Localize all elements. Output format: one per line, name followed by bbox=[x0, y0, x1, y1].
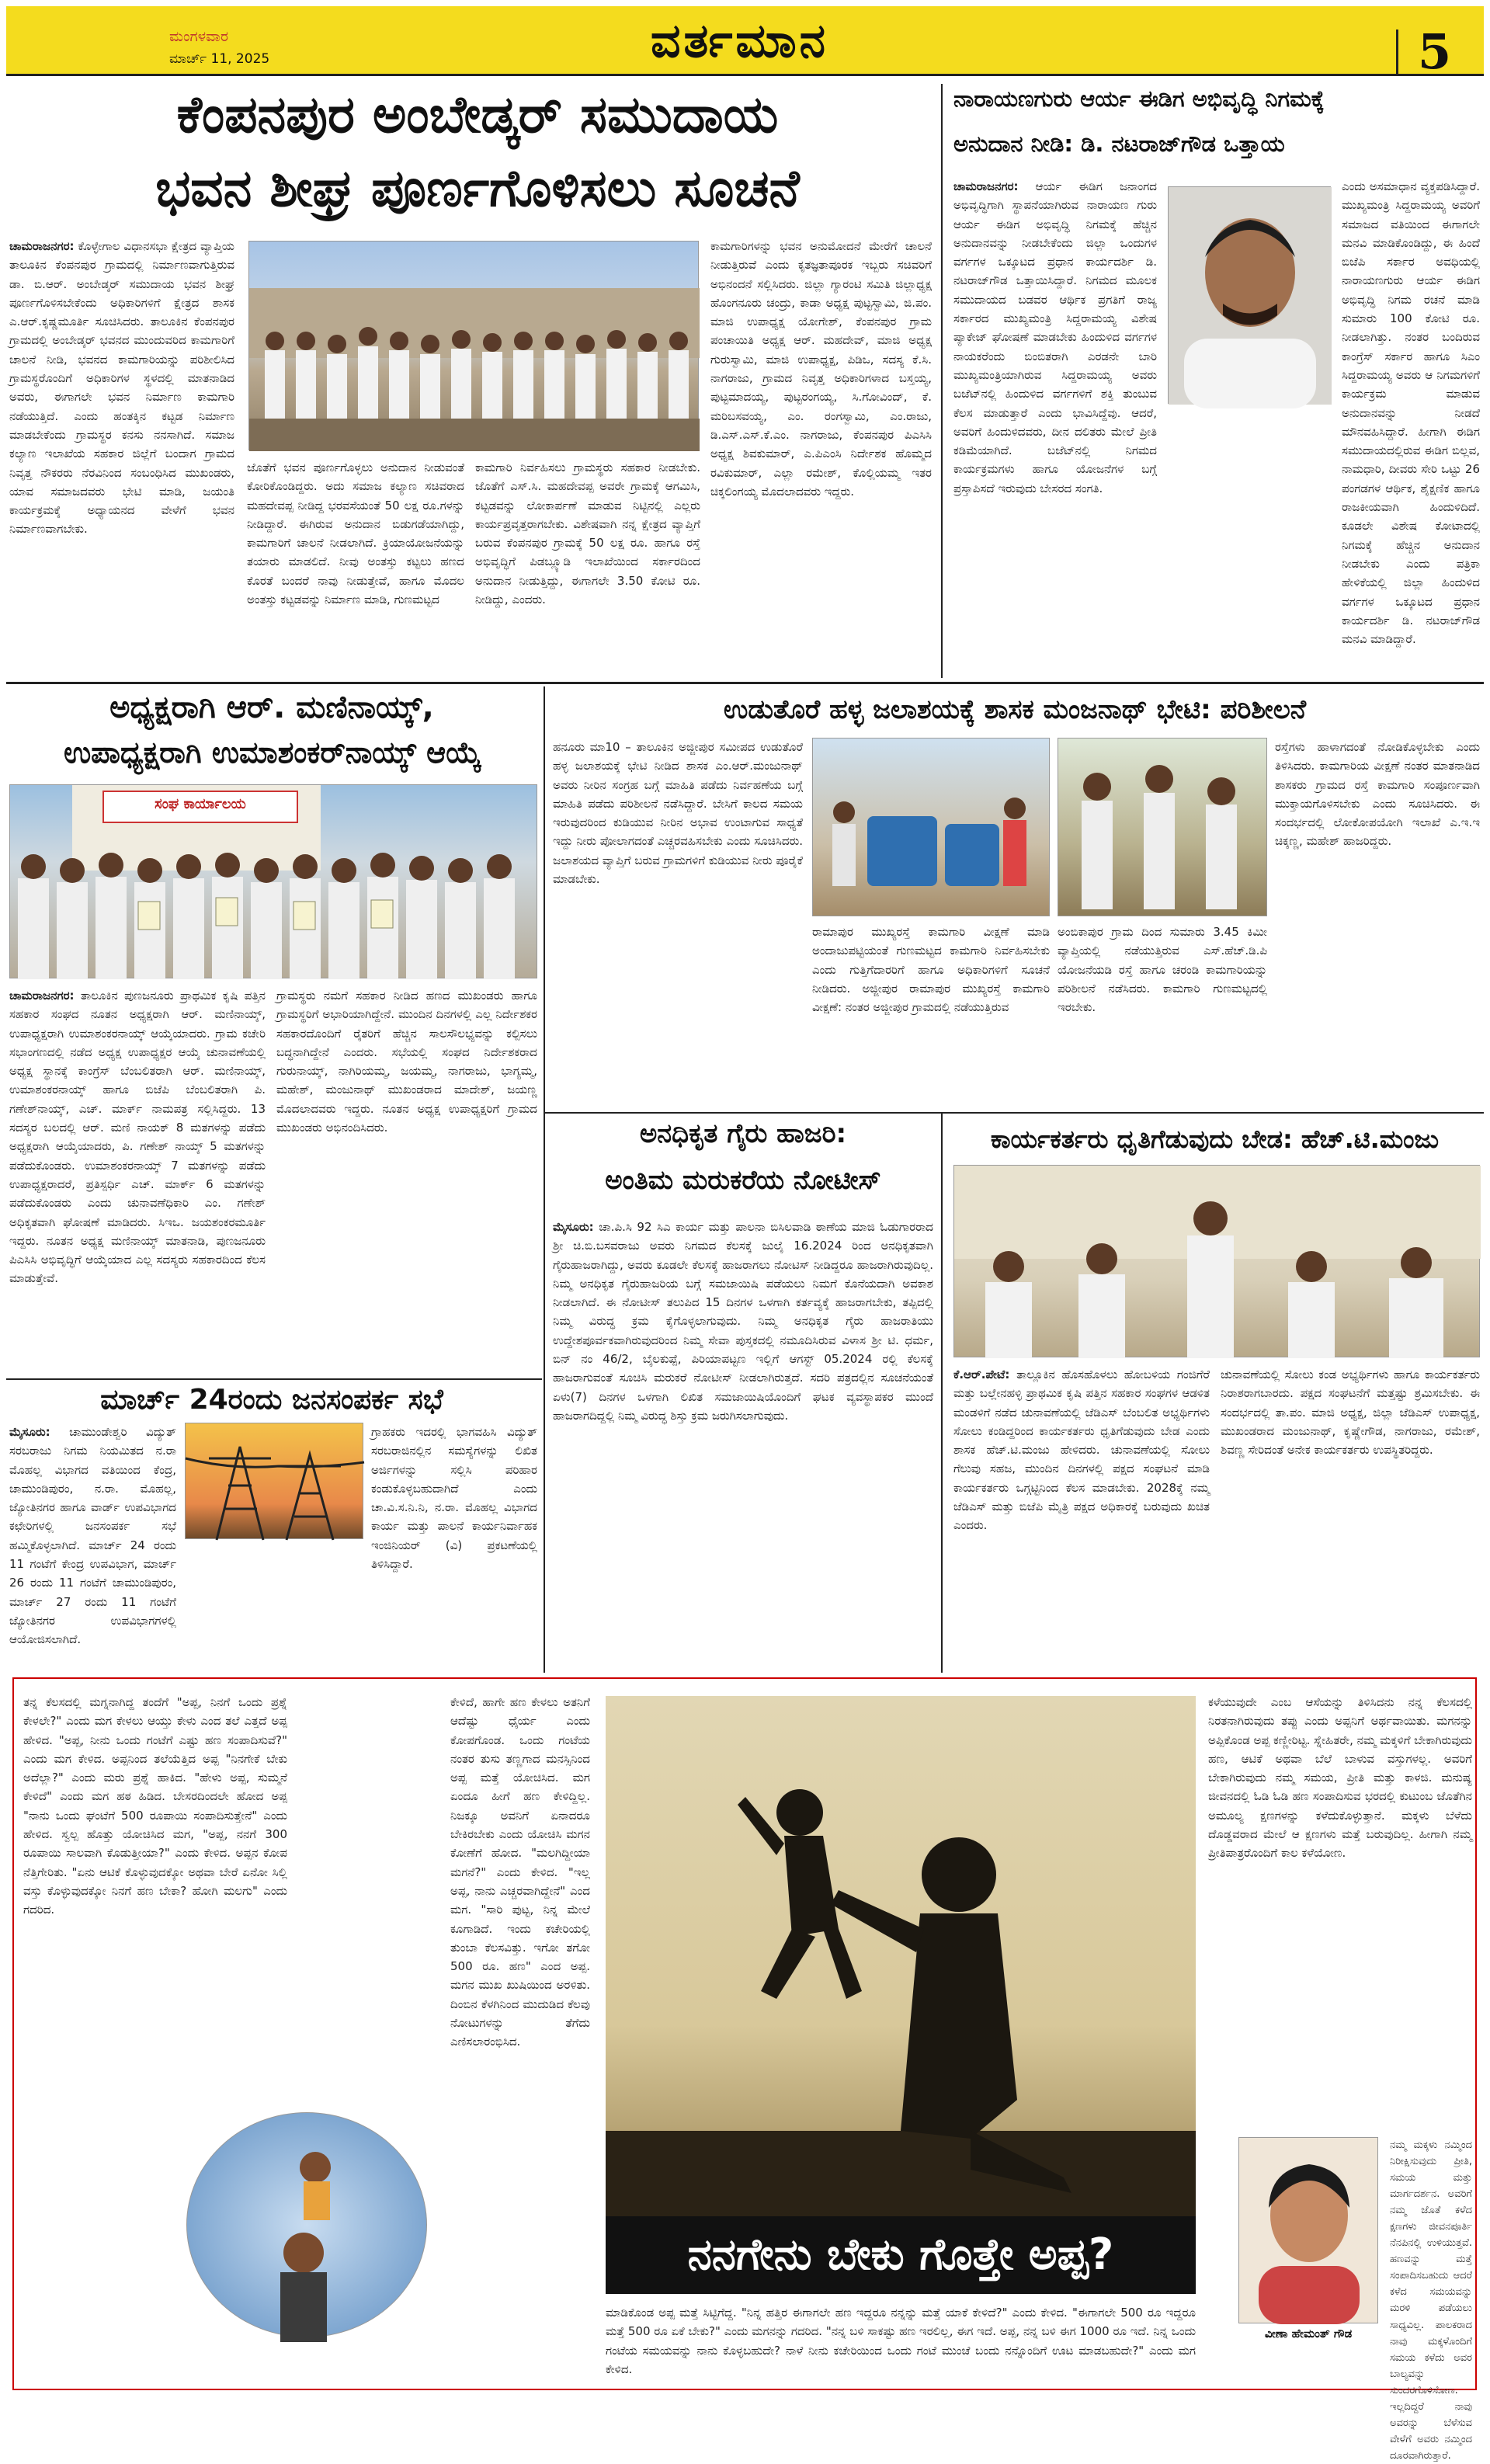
story4-photo-water-tanks bbox=[812, 738, 1050, 916]
feature-col2: ಕೇಳಿದೆ, ಹಾಗೇ ಹಣ ಕೇಳಲು ಅತನಿಗೆ ಆದೆಷ್ಟು ಧೈರ್ಯ ಎಂದು ಕೋಪಗೊಂಡ. ಒಂದು ಗಂಟೆಯ ನಂತರ ತುಸು ತಣ್ಣಗಾದ ಮನಸ್ಸಿನಿಂದ ಅಪ್ಪ ಮತ್ತೆ ಯೋಚಿಸಿದ. ಮಗ ಏಂದೂ ಹೀಗೆ ಹಣ ಕೇಳಿದ್ದಿಲ್ಲ. ನಿಜಕ್ಕೂ ಅವನಿಗೆ ಏನಾದರೂ ಬೇಕಿರಬೇಕು ಎಂದು ಯೋಚಿಸಿ ಮಗನ ಕೋಣೆಗೆ ಹೋದ. "ಮಲಗಿದ್ದೀಯಾ ಮಗನೆ?" ಎಂದು ಕೇಳಿದ. "ಇಲ್ಲ ಅಪ್ಪ, ನಾನು ಎಚ್ಚರವಾಗಿದ್ದೇನೆ" ಎಂದ ಮಗ. "ಸಾರಿ ಪುಟ್ಟ, ನಿನ್ನ ಮೇಲೆ ಕೂಗಾಡಿದೆ. ಇಂದು ಕಚೇರಿಯಲ್ಲಿ ತುಂಬಾ ಕೆಲಸವಿತ್ತು. ಇಗೋ ತಗೋ 500 ರೂ. ಹಣ" ಎಂದ ಅಪ್ಪ. ಮಗನ ಮುಖ ಖುಷಿಯಿಂದ ಅರಳಿತು. ದಿಂಬಿನ ಕೆಳಗಿನಿಂದ ಮುದುಡಿದ ಕೆಲವು ನೋಟುಗಳನ್ನು ತೆಗೆದು ಎಣಿಸಲಾರಂಭಿಸಿದ. bbox=[450, 1695, 590, 2049]
story1-col1-text: ಕೊಳ್ಳೇಗಾಲ ವಿಧಾನಸಭಾ ಕ್ಷೇತ್ರದ ವ್ಯಾಪ್ತಿಯ ತಾಲೂಕಿನ ಕೆಂಪನಪುರ ಗ್ರಾಮದಲ್ಲಿ ನಿರ್ಮಾಣವಾಗುತ್ತಿರುವ ಡಾ. ಬಿ.ಆರ್. ಅಂಬೇಡ್ಕರ್ ಸಮುದಾಯ ಭವನ ಶೀಘ್ರ ಪೂರ್ಣಗೊಳಿಸಬೇಕೆಂದು ಅಧಿಕಾರಿಗಳಿಗೆ ಕ್ಷೇತ್ರದ ಶಾಸಕ ಎ.ಆರ್.ಕೃಷ್ಣಮೂರ್ತಿ ಸೂಚಿಸಿದರು. ತಾಲೂಕಿನ ಕೆಂಪನಪುರ ಗ್ರಾಮದಲ್ಲಿ ಅಂಬೇಡ್ಕರ್ ಭವನದ ಮುಂದುವರಿದ ಕಾಮಗಾರಿಗೆ ಚಾಲನೆ ನೀಡಿ, ಭವನದ ಕಾಮಗಾರಿಯನ್ನು ಪರಿಶೀಲಿಸಿದ ಗ್ರಾಮಸ್ಥರೊಂದಿಗೆ ಅಧಿಕಾರಿಗಳ ಸ್ಥಳದಲ್ಲಿ ಮಾತನಾಡಿದ ಅವರು, ಈಗಾಗಲೇ ಭವನ ನಿರ್ಮಾಣ ಕಾಮಗಾರಿ ನಡೆಯುತ್ತಿದೆ. ಎಂದು ಹಂತಕ್ಕಿನ ಕಟ್ಟಡ ನಿರ್ಮಾಣ ಮಾಡಬೇಕೆಂದು ಗ್ರಾಮಸ್ಥರ ಕನಸು ನನಸಾಗಿದೆ. ಸಮಾಜ ಕಲ್ಯಾಣ ಇಲಾಖೆಯ ಸಹಕಾರ ಜಿಲ್ಲೆಗೆ ಬಂದಾಗ ಗ್ರಾಮದ ನಿವೃತ್ತ ನೌಕರರು ನೆರವಿನಿಂದ ಸಂಬಂಧಿಸಿದ ಮುಖಂಡರು, ಯಾವ ಸಮಾಜದವರು ಭೇಟಿ ಮಾಡಿ, ಜಯಂತಿ ಕಾರ್ಯಕ್ರಮಕ್ಕೆ ಅಧ್ಯಾಯನದ ವೇಳೆಗೆ ಭವನ ನಿರ್ಮಾಣವಾಗಬೇಕು. bbox=[9, 239, 234, 537]
story4-col3: ಅಂಬಿಕಾಪುರ ಗ್ರಾಮ ದಿಂದ ಸುಮಾರು 3.45 ಕಿಮೀ ವ್ಯಾಪ್ತಿಯಲ್ಲಿ ನಡೆಯುತ್ತಿರುವ ಎಸ್.ಹೆಚ್.ಡಿ.ಪಿ ಯೋಜನೆಯಡಿ ರಸ್ತೆ ಹಾಗೂ ಚರಂಡಿ ಕಾಮಗಾರಿಯನ್ನು ಪರಿಶೀಲನೆ ನಡೆಸಿದರು. ಕಾಮಗಾರಿ ಗುಣಮಟ್ಟದಲ್ಲಿ ಇರಬೇಕು. bbox=[1058, 925, 1267, 1015]
story1-col1 bbox=[9, 237, 234, 676]
story3-photo bbox=[9, 784, 537, 978]
meeting-people-illustration bbox=[954, 1166, 1481, 1358]
story6-headline: ಕಾರ್ಯಕರ್ತರು ಧೃತಿಗೆಡುವುದು ಬೇಡ: ಹೆಚ್.ಟಿ.ಮಂಜು bbox=[990, 1124, 1440, 1154]
story4-photo-inspection bbox=[1058, 738, 1267, 916]
feature-title: ನನಗೇನು ಬೇಕು ಗೊತ್ತೇ ಅಪ್ಪ? bbox=[606, 2216, 1196, 2294]
feature-silhouette-photo bbox=[606, 1696, 1196, 2294]
story6-col1 bbox=[953, 1365, 1210, 1672]
group-of-men-illustration bbox=[249, 242, 700, 451]
story2-headline-line2: ಅನುದಾನ ನೀಡಿ: ಡಿ. ನಟರಾಜ್‌ಗೌಡ ಒತ್ತಾಯ bbox=[953, 130, 1285, 157]
story3-col1-text: ತಾಲೂಕಿನ ಪುಣಜನೂರು ಪ್ರಾಥಮಿಕ ಕೃಷಿ ಪತ್ತಿನ ಸಹಕಾರ ಸಂಘದ ನೂತನ ಅಧ್ಯಕ್ಷರಾಗಿ ಆರ್. ಮಣಿನಾಯ್ಕ್, ಉಪಾಧ್ಯಕ್ಷರಾಗಿ ಉಮಾಶಂಕರನಾಯ್ಕ್ ಆಯ್ಕೆಯಾದರು. ಗ್ರಾಮ ಕಚೇರಿ ಸಭಾಂಗಣದಲ್ಲಿ ನಡೆದ ಅಧ್ಯಕ್ಷ ಉಪಾಧ್ಯಕ್ಷರ ಆಯ್ಕೆ ಚುನಾವಣೆಯಲ್ಲಿ ಅಧ್ಯಕ್ಷ ಸ್ಥಾನಕ್ಕೆ ಕಾಂಗ್ರೆಸ್ ಬೆಂಬಲಿತರಾಗಿ ಆರ್. ಮಣಿನಾಯ್ಕ್, ಉಮಾಶಂಕರನಾಯ್ಕ್ ಹಾಗೂ ಬಿಜೆಪಿ ಬೆಂಬಲಿತರಾಗಿ ಪಿ. ಗಣೇಶ್‌ನಾಯ್ಕ್, ಎಚ್. ಮಾರ್ಕ್ ನಾಮಪತ್ರ ಸಲ್ಲಿಸಿದ್ದರು. 13 ಸದಸ್ಯರ ಬಲದಲ್ಲಿ ಆರ್. ಮಣಿ ನಾಯಕ್ 8 ಮತಗಳನ್ನು ಪಡೆದು ಅಧ್ಯಕ್ಷರಾಗಿ ಆಯ್ಕೆಯಾದರು, ಪಿ. ಗಣೇಶ್ ನಾಯ್ಕ್ 5 ಮತಗಳನ್ನು ಪಡೆದುಕೊಂಡರು. ಉಮಾಶಂಕರನಾಯ್ಕ್ 7 ಮತಗಳನ್ನು ಪಡೆದು ಉಪಾಧ್ಯಕ್ಷರಾದರೆ, ಪ್ರತಿಸ್ಪರ್ಧಿ ಎಚ್. ಮಾರ್ಕ್ 6 ಮತಗಳನ್ನು ಪಡೆದುಕೊಂಡರು ಎಂದು ಚುನಾವಣೆಧಿಕಾರಿ ಎಂ. ಗಣೇಶ್ ಅಧಿಕೃತವಾಗಿ ಘೋಷಣೆ ಮಾಡಿದರು. ಸಿಇಒ. ಜಯಶಂಕರಮೂರ್ತಿ ಇದ್ದರು. ನೂತನ ಅಧ್ಯಕ್ಷ ಮಣಿನಾಯ್ಕ್ ಮಾತನಾಡಿ, ಪುಣಜನೂರು ಪಿಎಸಿಸಿ ಅಭಿವೃದ್ಧಿಗೆ ಆಯ್ಕೆಯಾದ ಎಲ್ಲ ಸದಸ್ಯರು ಸಹಕಾರದಿಂದ ಕೆಲಸ ಮಾಡುತ್ತೇವೆ. bbox=[9, 989, 266, 1286]
story1-headline-line1: ಕೆಂಪನಪುರ ಅಂಬೇಡ್ಕರ್ ಸಮುದಾಯ bbox=[176, 85, 779, 144]
group-with-certificates-illustration bbox=[10, 785, 538, 979]
story2-headline-line1: ನಾರಾಯಣಗುರು ಆರ್ಯ ಈಡಿಗ ಅಭಿವೃದ್ಧಿ ನಿಗಮಕ್ಕೆ bbox=[953, 85, 1325, 112]
divider-story3-story7 bbox=[6, 1378, 542, 1380]
feature-col3: ಮಾಡಿಕೊಂಡ ಅಪ್ಪ ಮತ್ತೆ ಸಿಟ್ಟಿಗೆದ್ದ. "ನಿನ್ನ ಹತ್ತಿರ ಈಗಾಗಲೇ ಹಣ ಇದ್ದರೂ ನನ್ನನ್ನು ಮತ್ತೆ ಯಾಕೆ ಕೇಳಿದೆ?" ಎಂದು ಕೇಳಿದ. "ಈಗಾಗಲೇ 500 ರೂ ಇದ್ದರೂ ಮತ್ತೆ 500 ರೂ ಏಕೆ ಬೇಕು?" ಎಂದು ಮಗನನ್ನು ಗದರಿದ. "ನನ್ನ ಬಳಿ ಸಾಕಷ್ಟು ಹಣ ಇರಲಿಲ್ಲ, ಈಗ ಇದೆ. ಅಪ್ಪ, ನನ್ನ ಬಳಿ ಈಗ 1000 ರೂ ಇದೆ. ನಿನ್ನ ಒಂದು ಗಂಟೆಯ ಸಮಯವನ್ನು ನಾನು ಕೊಳ್ಳಬಹುದೇ? ನಾಳೆ ನೀನು ಕಚೇರಿಯಿಂದ ಒಂದು ಗಂಟೆ ಮುಂಚೆ ಬಂದು ನನ್ನೊಂದಿಗೆ ಊಟ ಮಾಡಬಹುದೇ?" ಎಂದು ಮಗ ಕೇಳಿದ. bbox=[606, 2306, 1196, 2376]
story4-headline: ಉಡುತೊರೆ ಹಳ್ಳ ಜಲಾಶಯಕ್ಕೆ ಶಾಸಕ ಮಂಜನಾಥ್ ಭೇಟಿ: ಪರಿಶೀಲನೆ bbox=[723, 694, 1307, 725]
story7-col2: ಗ್ರಾಹಕರು ಇದರಲ್ಲಿ ಭಾಗವಹಿಸಿ ವಿದ್ಯುತ್ ಸರಬರಾಜಿನಲ್ಲಿನ ಸಮಸ್ಯೆಗಳನ್ನು ಲಿಖಿತ ಅರ್ಜಿಗಳನ್ನು ಸಲ್ಲಿಸಿ ಪರಿಹಾರ ಕಂಡುಕೊಳ್ಳಬಹುದಾಗಿದೆ ಎಂದು ಚಾ.ವಿ.ಸ.ನಿ.ನಿ, ನ.ರಾ. ಮೊಹಲ್ಲ ವಿಭಾಗದ ಕಾರ್ಯ ಮತ್ತು ಪಾಲನೆ ಕಾರ್ಯನಿರ್ವಾಹಕ ಇಂಜಿನಿಯರ್ (ವಿ) ಪ್ರಕಟಣೆಯಲ್ಲಿ ತಿಳಿಸಿದ್ದಾರೆ. bbox=[371, 1425, 537, 1572]
story2-portrait-photo bbox=[1168, 186, 1331, 404]
power-tower-icon bbox=[186, 1423, 364, 1540]
author-name: ವೀಣಾ ಹೇಮಂತ್ ಗೌಡ bbox=[1264, 2327, 1353, 2341]
newspaper-name: ವರ್ತಮಾನ bbox=[651, 14, 828, 68]
story1-dateline: ಚಾಮರಾಜನಗರ: bbox=[9, 239, 75, 253]
divider-story5-story6 bbox=[941, 1114, 943, 1673]
man-portrait-illustration bbox=[1169, 187, 1332, 405]
story2-col1 bbox=[953, 177, 1157, 676]
story7-col1-text: ಚಾಮುಂಡೇಶ್ವರಿ ವಿದ್ಯುತ್ ಸರಬರಾಜು ನಿಗಮ ನಿಯಮಿತದ ನ.ರಾ ಮೊಹಲ್ಲ ವಿಭಾಗದ ವತಿಯಿಂದ ಕೆಂದ್ರ, ಚಾಮುಂಡಿಪುರಂ, ನ.ರಾ. ಮೊಹಲ್ಲ, ಜ್ಯೋತಿನಗರ ಹಾಗೂ ವಾರ್ಡ್ ಉಪವಿಭಾಗದ ಕಛೇರಿಗಳಲ್ಲಿ ಜನಸಂಪರ್ಕ ಸಭೆ ಹಮ್ಮಿಕೊಳ್ಳಲಾಗಿದೆ. ಮಾರ್ಚ್ 24 ರಂದು 11 ಗಂಟೆಗೆ ಕೇಂದ್ರ ಉಪವಿಭಾಗ, ಮಾರ್ಚ್ 26 ರಂದು 11 ಗಂಟೆಗೆ ಚಾಮುಂಡಿಪುರಂ, ಮಾರ್ಚ್ 27 ರಂದು 11 ಗಂಟೆಗೆ ಜ್ಯೋತಿನಗರ ಉಪವಿಭಾಗಗಳಲ್ಲಿ ಆಯೋಜಿಸಲಾಗಿದೆ. bbox=[9, 1425, 176, 1647]
story5-dateline: ಮೈಸೂರು: bbox=[553, 1220, 594, 1234]
author-photo bbox=[1238, 2137, 1378, 2323]
feature-col5: ನಮ್ಮ ಮಕ್ಕಳು ನಮ್ಮಿಂದ ನಿರೀಕ್ಷಿಸುವುದು ಪ್ರೀತಿ, ಸಮಯ ಮತ್ತು ಮಾರ್ಗದರ್ಶನ. ಅವರಿಗೆ ನಮ್ಮ ಜೊತೆ ಕಳೆದ ಕ್ಷಣಗಳು ಜೀವನಪೂರ್ತಿ ನೆನಪಿನಲ್ಲಿ ಉಳಿಯುತ್ತವೆ. ಹಣವನ್ನು ಮತ್ತೆ ಸಂಪಾದಿಸಬಹುದು ಆದರೆ ಕಳೆದ ಸಮಯವನ್ನು ಮರಳಿ ಪಡೆಯಲು ಸಾಧ್ಯವಿಲ್ಲ. ಪಾಲಕರಾದ ನಾವು ಮಕ್ಕಳೊಂದಿಗೆ ಸಮಯ ಕಳೆದು ಅವರ ಬಾಲ್ಯವನ್ನು ಸುಂದರಗೊಳಿಸೋಣ. ಇಲ್ಲದಿದ್ದರೆ ನಾವು ಅವರನ್ನು ಬೆಳೆಸುವ ವೇಳೆಗೆ ಅವರು ನಮ್ಮಿಂದ ದೂರವಾಗಿರುತ್ತಾರೆ. bbox=[1390, 2139, 1472, 2462]
story3-col1 bbox=[9, 986, 266, 1374]
divider-story1-story2 bbox=[941, 84, 943, 678]
story2-dateline: ಚಾಮರಾಜನಗರ: bbox=[953, 179, 1019, 193]
page-number: 5 bbox=[1418, 23, 1452, 80]
masthead-day: ಮಂಗಳವಾರ bbox=[169, 28, 229, 45]
story3-headline-line2: ಉಪಾಧ್ಯಕ್ಷರಾಗಿ ಉಮಾಶಂಕರ್‌ನಾಯ್ಕ್ ಆಯ್ಕೆ bbox=[63, 735, 482, 770]
story5-body bbox=[553, 1218, 933, 1672]
story3-dateline: ಚಾಮರಾಜನಗರ: bbox=[9, 989, 75, 1003]
divider-story4 bbox=[545, 1112, 1484, 1114]
story6-col1-text: ತಾಲ್ಲೂಕಿನ ಹೊಸಹೊಳಲು ಹೋಬಳಿಯ ಗಂಜಿಗೆರೆ ಮತ್ತು ಬಲ್ಲೇನಹಳ್ಳಿ ಪ್ರಾಥಮಿಕ ಕೃಷಿ ಪತ್ತಿನ ಸಹಕಾರ ಸಂಘಗಳ ಆಡಳಿತ ಮಂಡಳಿಗೆ ನಡೆದ ಚುನಾವಣೆಯಲ್ಲಿ ಜೆಡಿಎಸ್ ಬೆಂಬಲಿತ ಅಭ್ಯರ್ಥಿಗಳು ಸೋಲು ಕಂಡಿದ್ದರಿಂದ ಕಾರ್ಯಕರ್ತರು ಧೃತಿಗೆಡುವುದು ಬೇಡ ಎಂದು ಶಾಸಕ ಹೆಚ್.ಟಿ.ಮಂಜು ಹೇಳಿದರು. ಚುನಾವಣೆಯಲ್ಲಿ ಸೋಲು ಗೆಲುವು ಸಹಜ, ಮುಂದಿನ ದಿನಗಳಲ್ಲಿ ಪಕ್ಷದ ಸಂಘಟನೆ ಮಾಡಿ ಕಾರ್ಯಕರ್ತರು ಒಗ್ಗಟ್ಟಿನಿಂದ ಕೆಲಸ ಮಾಡಬೇಕು. 2028ಕ್ಕೆ ನಮ್ಮ ಜೆಡಿಎಸ್ ಮತ್ತು ಬಿಜೆಪಿ ಮೈತ್ರಿ ಪಕ್ಷದ ಅಧಿಕಾರಕ್ಕೆ ಬರುವುದು ಖಚಿತ ಎಂದರು. bbox=[953, 1368, 1210, 1533]
story3-headline-line1: ಅಧ್ಯಕ್ಷರಾಗಿ ಆರ್. ಮಣಿನಾಯ್ಕ್, bbox=[109, 690, 434, 725]
story3-photo-sign: ಸಂಘ ಕಾರ್ಯಾಲಯ bbox=[155, 796, 246, 812]
workers-with-tanks-illustration bbox=[813, 739, 1051, 917]
story6-dateline: ಕೆ.ಆರ್.ಪೇಟೆ: bbox=[953, 1368, 1010, 1381]
divider-left-right bbox=[544, 686, 545, 1673]
story7-headline: ಮಾರ್ಚ್ 24ರಂದು ಜನಸಂಪರ್ಕ ಸಭೆ bbox=[100, 1384, 443, 1416]
story2-col2: ಎಂದು ಅಸಮಾಧಾನ ವ್ಯಕ್ತಪಡಿಸಿದ್ದಾರೆ. ಮುಖ್ಯಮಂತ್ರಿ ಸಿದ್ದರಾಮಯ್ಯ ಅವರಿಗೆ ಸಮಾಜದ ವತಿಯಿಂದ ಈಗಾಗಲೇ ಮನವಿ ಮಾಡಿಕೊಂಡಿದ್ದು, ಈ ಹಿಂದೆ ಬಿಜೆಪಿ ಸರ್ಕಾರ ಅವಧಿಯಲ್ಲಿ ನಾರಾಯಣಗುರು ಆರ್ಯ ಈಡಿಗ ಅಭಿವೃದ್ಧಿ ನಿಗಮ ರಚನೆ ಮಾಡಿ ಸುಮಾರು 100 ಕೋಟಿ ರೂ. ನೀಡಲಾಗಿತ್ತು. ನಂತರ ಬಂದಿರುವ ಕಾಂಗ್ರೆಸ್ ಸರ್ಕಾರ ಹಾಗೂ ಸಿಎಂ ಸಿದ್ದರಾಮಯ್ಯ ಅವರು ಆ ನಿಗಮಗಳಿಗೆ ಕಾರ್ಯಕ್ರಮ ಮಾಡುವ ಅನುದಾನವನ್ನು ನೀಡದೆ ಮೌನವಹಿಸಿದ್ದಾರೆ. ಹೀಗಾಗಿ ಈಡಿಗ ಸಮುದಾಯದಲ್ಲಿರುವ ಈಡಿಗ ಬಿಲ್ಲವ, ನಾಮಧಾರಿ, ದೀವರು ಸೇರಿ ಒಟ್ಟು 26 ಪಂಗಡಗಳ ಆರ್ಥಿಕ, ಶೈಕ್ಷಣಿಕ ಹಾಗೂ ರಾಜಕೀಯವಾಗಿ ಹಿಂದುಳಿದಿದೆ. ಕೂಡಲೇ ವಿಶೇಷ ಕೋಟಾದಲ್ಲಿ ನಿಗಮಕ್ಕೆ ಹೆಚ್ಚಿನ ಅನುದಾನ ನೀಡಬೇಕು ಎಂದು ಪತ್ರಿಕಾ ಹೇಳಿಕೆಯಲ್ಲಿ ಜಿಲ್ಲಾ ಹಿಂದುಳಿದ ವರ್ಗಗಳ ಒಕ್ಕೂಟದ ಪ್ರಧಾನ ಕಾರ್ಯದರ್ಶಿ ಡಿ. ನಟರಾಜ್‌ಗೌಡ ಮನವಿ ಮಾಡಿದ್ದಾರೆ. bbox=[1342, 179, 1480, 647]
story4-col2: ರಾಮಾಪುರ ಮುಖ್ಯರಸ್ತೆ ಕಾಮಗಾರಿ ವೀಕ್ಷಣೆ ಮಾಡಿ ಅಂದಾಜುಪಟ್ಟಿಯಂತೆ ಗುಣಮಟ್ಟದ ಕಾಮಗಾರಿ ನಿರ್ವಹಿಸಬೇಕು ಎಂದು ಗುತ್ತಿಗೆದಾರರಿಗೆ ಹಾಗೂ ಅಧಿಕಾರಿಗಳಿಗೆ ಸೂಚನೆ ನೀಡಿದರು. ಅಜ್ಜೀಪುರ ರಾಮಾಪುರ ಮುಖ್ಯರಸ್ತೆ ಕಾಮಗಾರಿ ವೀಕ್ಷಣೆ: ನಂತರ ಅಜ್ಜೀಪುರ ಗ್ರಾಮದಲ್ಲಿ ನಡೆಯುತ್ತಿರುವ bbox=[812, 925, 1050, 1015]
story1-photo bbox=[248, 241, 699, 450]
story2-col1-text: ಆರ್ಯ ಈಡಿಗ ಜನಾಂಗದ ಅಭಿವೃದ್ಧಿಗಾಗಿ ಸ್ಥಾಪನೆಯಾಗಿರುವ ನಾರಾಯಣ ಗುರು ಆರ್ಯ ಈಡಿಗ ಅಭಿವೃದ್ಧಿ ನಿಗಮಕ್ಕೆ ಹೆಚ್ಚಿನ ಅನುದಾನವನ್ನು ನೀಡಬೇಕೆಂದು ಜಿಲ್ಲಾ ಒಂದುಗಳ ವರ್ಗಗಳ ಒಕ್ಕೂಟದ ಪ್ರಧಾನ ಕಾರ್ಯದರ್ಶಿ ಡಿ. ನಟರಾಜ್‌ಗೌಡ ಒತ್ತಾಯಿಸಿದ್ದಾರೆ. ನಿಗಮದ ಮೂಲಕ ಸಮುದಾಯದ ಬಡವರ ಆರ್ಥಿಕ ಪ್ರಗತಿಗೆ ರಾಜ್ಯ ಸರ್ಕಾರದ ಮುಖ್ಯಮಂತ್ರಿ ಸಿದ್ದರಾಮಯ್ಯ ವಿಶೇಷ ಪ್ಯಾಕೇಜ್ ಘೋಷಣೆ ಮಾಡಬೇಕು ಹಿಂದುಳಿದ ವರ್ಗಗಳ ನಾಯಕರೆಂದು ಬಿಂಬಿತರಾಗಿ ಎರಡನೇ ಬಾರಿ ಮುಖ್ಯಮಂತ್ರಿಯಾಗಿರುವ ಸಿದ್ದರಾಮಯ್ಯ ಅವರು ಬಜೆಟ್‌ನಲ್ಲಿ ಹಿಂದುಳಿದ ವರ್ಗಗಳಿಗೆ ಶಕ್ತಿ ತುಂಬುವ ಕೆಲಸ ಮಾಡುತ್ತಾರೆ ಎಂದು ಭಾವಿಸಿದ್ದೆವು. ಆದರೆ, ಅವರಿಗೆ ಹಿಂದುಳಿದವರು, ದೀನ ದಲಿತರು ಮೇಲೆ ಪ್ರೀತಿ ಕಡಿಮೆಯಾಗಿದೆ. ಬಜೆಟ್‌ನಲ್ಲಿ ನಿಗಮದ ಕಾರ್ಯಕ್ರಮಗಳು ಹಾಗೂ ಯೋಜನೆಗಳ ಬಗ್ಗೆ ಪ್ರಸ್ತಾಪಿಸದೆ ಇರುವುದು ಬೇಸರದ ಸಂಗತಿ. bbox=[953, 179, 1157, 495]
story4-col4: ರಸ್ತೆಗಳು ಹಾಳಾಗದಂತೆ ನೋಡಿಕೊಳ್ಳಬೇಕು ಎಂದು ತಿಳಿಸಿದರು. ಕಾಮಗಾರಿಯ ವೀಕ್ಷಣೆ ನಂತರ ಮಾತನಾಡಿದ ಶಾಸಕರು ಗ್ರಾಮದ ರಸ್ತೆ ಕಾಮಗಾರಿ ಸಂಪೂರ್ಣವಾಗಿ ಮುಕ್ತಾಯಗೊಳಿಸಬೇಕು ಎಂದು ಸೂಚಿಸಿದರು. ಈ ಸಂದರ್ಭದಲ್ಲಿ ಲೋಕೋಪಯೋಗಿ ಇಲಾಖೆ ಎ.ಇ.ಇ ಚಿಕ್ಕಣ್ಣ, ಮಹೇಶ್ ಹಾಜರಿದ್ದರು. bbox=[1275, 740, 1480, 849]
story5-headline-line2: ಅಂತಿಮ ಮರುಕರೆಯ ನೋಟೀಸ್ bbox=[605, 1165, 881, 1196]
story7-dateline: ಮೈಸೂರು: bbox=[9, 1425, 50, 1439]
story7-col1 bbox=[9, 1423, 176, 1671]
divider-row1 bbox=[6, 682, 1484, 684]
story5-body-text: ಚಾ.ಪಿ.ಸಿ 92 ಸಿಎ ಕಾರ್ಯ ಮತ್ತು ಪಾಲನಾ ಬಿಸಿಲವಾಡಿ ಠಾಣೆಯ ಮಾಜಿ ಓಡುಗಾರರಾದ ಶ್ರೀ ಚಿ.ಬಿ.ಬಸವರಾಜು ಅವರು ನಿಗಮದ ಕೆಲಸಕ್ಕೆ ಜುಲೈ 16.2024 ರಿಂದ ಅನಧಿಕೃತವಾಗಿ ಗೈರುಹಾಜರಾಗಿದ್ದು, ಅವರು ಕೂಡಲೇ ಕೆಲಸಕ್ಕೆ ಹಾಜರಾಗಲು ನೋಟಿಸ್ ನೀಡಿದ್ದರೂ ಹಾಜರಾಗಿರುವುದಿಲ್ಲ. ನಿಮ್ಮ ಅನಧಿಕೃತ ಗೈರುಹಾಜರಿಯ ಬಗ್ಗೆ ಸಮಜಾಯಿಷಿ ಪಡೆಯಲು ನಿಮಗೆ ಕೊನೆಯದಾಗಿ ಅವಕಾಶ ನೀಡಲಾಗಿದೆ. ಈ ನೋಟೀಸ್ ತಲುಪಿದ 15 ದಿನಗಳ ಒಳಗಾಗಿ ಕರ್ತವ್ಯಕ್ಕೆ ಹಾಜರಾಗಬೇಕು, ತಪ್ಪಿದಲ್ಲಿ ನಿಮ್ಮ ವಿರುದ್ಧ ಕ್ರಮ ಕೈಗೊಳ್ಳಲಾಗುವುದು. ನಿಮ್ಮ ಅನಧಿಕೃತ ಗೈರು ಹಾಜರಾತಿಯು ಉದ್ದೇಶಪೂರ್ವಕವಾಗಿರುವುದರಿಂದ ನಿಮ್ಮ ಸೇವಾ ಪುಸ್ತಕದಲ್ಲಿ ನಮೂದಿಸಿರುವ ವಿಳಾಸ ಶ್ರೀ ಟಿ. ಧರ್ಮ, ಬಿನ್ ನಂ 46/2, ಬೈಲಕುಪ್ಪೆ, ಪಿರಿಯಾಪಟ್ಟಣ ಇಲ್ಲಿಗೆ ಆಗಸ್ಟ್ 05.2024 ರಲ್ಲಿ ಕೆಲಸಕ್ಕೆ ಹಾಜರಾಗುವಂತೆ ಸೂಚಿಸಿ ಮರುಕರೆ ನೋಟೀಸ್ ನೀಡಲಾಗಿರುತ್ತದೆ. ಸದರಿ ಪತ್ರದಲ್ಲಿನ ಸೂಚನೆಯಂತೆ ಏಳು(7) ದಿನಗಳ ಒಳಗಾಗಿ ಲಿಖಿತ ಸಮಜಾಯಿಷಿಯೊಂದಿಗೆ ಘಟಕ ವ್ಯವಸ್ಥಾಪಕರ ಮುಂದೆ ಹಾಜರಾಗದಿದ್ದಲ್ಲಿ ನಿಮ್ಮ ವಿರುದ್ಧ ಶಿಸ್ತು ಕ್ರಮ ಜರುಗಿಸಲಾಗುವುದು. bbox=[553, 1220, 933, 1423]
story1-col4: ಕಾಮಗಾರಿಗಳನ್ನು ಭವನ ಅನುಮೋದನೆ ಮೇರೆಗೆ ಚಾಲನೆ ನೀಡುತ್ತಿರುವೆ ಎಂದು ಕೃತಜ್ಞತಾಪೂರಕ ಇಬ್ಬರು ಸಚಿವರಿಗೆ ಅಭಿನಂದನೆ ಸಲ್ಲಿಸಿದರು. ಜಿಲ್ಲಾ ಗ್ಯಾರಂಟಿ ಸಮಿತಿ ಜಿಲ್ಲಾಧ್ಯಕ್ಷ ಹೊಂಗನೂರು ಚಂದ್ರು, ಕಾಡಾ ಅಧ್ಯಕ್ಷ ಪುಟ್ಟಸ್ವಾಮಿ, ಜಿ.ಪಂ. ಮಾಜಿ ಉಪಾಧ್ಯಕ್ಷ ಯೋಗೇಶ್, ಕೆಂಪನಪುರ ಗ್ರಾಮ ಪಂಚಾಯಿತಿ ಅಧ್ಯಕ್ಷ ಆರ್. ಮಹದೇವ್, ಮಾಜಿ ಅಧ್ಯಕ್ಷ ಗುರುಸ್ವಾಮಿ, ಮಾಜಿ ಉಪಾಧ್ಯಕ್ಷ, ಪಿಡಿಒ, ಸದಸ್ಯ ಕೆ.ಸಿ. ನಾಗರಾಜು, ಗ್ರಾಮದ ನಿವೃತ್ತ ಅಧಿಕಾರಿಗಳಾದ ಬಸ್ತಯ್ಯ, ಪುಟ್ಟಮಾದಯ್ಯ, ಪುಟ್ಟರಂಗಯ್ಯ, ಸಿ.ಗೋವಿಂದ್, ಕೆ. ಮರಿಬಸವಯ್ಯ, ಎಂ. ರಂಗಸ್ವಾಮಿ, ಎಂ.ರಾಜು, ಡಿ.ಎಸ್.ಎಸ್.ಕೆ.ಎಂ. ನಾಗರಾಜು, ಕೆಂಪನಪುರ ಪಿಎಸಿಸಿ ಅಧ್ಯಕ್ಷ ಶಿವಕುಮಾರ್, ಎ.ಪಿಎಂಸಿ ನಿರ್ದೇಶಕ ಹೊಮ್ಮದ ರವಿಕುಮಾರ್, ಎಲ್ಲಾ ರಮೇಶ್, ಕೊಲ್ಲಿಯಮ್ಮ ಇತರ ಚಿಕ್ಕಲಿಂಗಯ್ಯ ಮೊದಲಾದವರು ಇದ್ದರು. bbox=[710, 239, 932, 499]
author-portrait-illustration bbox=[1239, 2138, 1379, 2324]
officials-inspection-illustration bbox=[1058, 739, 1268, 917]
story3-col2: ಗ್ರಾಮಸ್ಥರು ನಮಗೆ ಸಹಕಾರ ನೀಡಿದ ಹಣದ ಮುಖಂಡರು ಹಾಗೂ ಗ್ರಾಮಸ್ಥರಿಗೆ ಅಭಾರಿಯಾಗಿದ್ದೇನೆ. ಮುಂದಿನ ದಿನಗಳಲ್ಲಿ ಎಲ್ಲ ನಿರ್ದೇಶಕರ ಸಹಕಾರದೊಂದಿಗೆ ರೈತರಿಗೆ ಹೆಚ್ಚಿನ ಸಾಲಸೌಲಭ್ಯವನ್ನು ಕಲ್ಪಿಸಲು ಬದ್ಧನಾಗಿದ್ದೇನೆ ಎಂದರು. ಸಭೆಯಲ್ಲಿ ಸಂಘದ ನಿರ್ದೇಶಕರಾದ ಗುರುನಾಯ್ಕ್, ನಾಗಿರಿಯಮ್ಮ, ಜಯಮ್ಮ, ನಾಗರಾಜು, ಭಾಗ್ಯಮ್ಮ, ಮಹೇಶ್, ಮಂಜುನಾಥ್ ಮುಖಂಡರಾದ ಮಾದೇಶ್, ಜಯಣ್ಣ ಮೊದಲಾದವರು ಇದ್ದರು. ನೂತನ ಅಧ್ಯಕ್ಷ ಉಪಾಧ್ಯಕ್ಷರಿಗೆ ಗ್ರಾಮದ ಮುಖಂಡರು ಅಭಿನಂದಿಸಿದರು. bbox=[276, 989, 537, 1135]
story1-col3: ಕಾಮಗಾರಿ ನಿರ್ವಹಿಸಲು ಗ್ರಾಮಸ್ಥರು ಸಹಕಾರ ನೀಡಬೇಕು. ಜೊತೆಗೆ ಎಸ್.ಸಿ. ಮಹದೇವಪ್ಪ ಅವರೇ ಗ್ರಾಮಕ್ಕೆ ಆಗಮಿಸಿ, ಕಟ್ಟಡವನ್ನು ಲೋಕಾರ್ಪಣೆ ಮಾಡುವ ನಿಟ್ಟಿನಲ್ಲಿ ಎಲ್ಲರು ಕಾರ್ಯಪ್ರವೃತ್ತರಾಗಬೇಕು. ವಿಶೇಷವಾಗಿ ನನ್ನ ಕ್ಷೇತ್ರದ ವ್ಯಾಪ್ತಿಗೆ ಬರುವ ಕೆಂಪನಪುರ ಗ್ರಾಮಕ್ಕೆ 50 ಲಕ್ಷ ರೂ. ಹಾಗೂ ರಸ್ತೆ ಅಭಿವೃದ್ಧಿಗೆ ಪಿಡಬ್ಲ್ಯೂಡಿ ಇಲಾಖೆಯಿಂದ ಸರ್ಕಾರದಿಂದ ಅನುದಾನ ನೀಡುತ್ತಿದ್ದು, ಈಗಾಗಲೇ 3.50 ಕೋಟಿ ರೂ. ನೀಡಿದ್ದು, ಎಂದರು. bbox=[475, 460, 700, 607]
story5-headline-line1: ಅನಧಿಕೃತ ಗೈರು ಹಾಜರಿ: bbox=[639, 1118, 847, 1149]
masthead bbox=[6, 6, 1484, 80]
story4-col1: ಹನೂರು ಮಾ10 – ತಾಲೂಕಿನ ಅಜ್ಜೀಪುರ ಸಮೀಪದ ಉಡುತೊರೆ ಹಳ್ಳ ಜಲಾಶಯಕ್ಕೆ ಭೇಟಿ ನೀಡಿದ ಶಾಸಕ ಎಂ.ಆರ್.ಮಂಜುನಾಥ್ ಅವರು ನೀರಿನ ಸಂಗ್ರಹ ಬಗ್ಗೆ ಮಾಹಿತಿ ಪಡೆದು ನಿರ್ವಹಣೆಯ ಬಗ್ಗೆ ಮಾಹಿತಿ ಪಡೆದು ಪರಿಶೀಲನೆ ನಡೆಸಿದ್ದಾರೆ. ಬೇಸಿಗೆ ಕಾಲದ ಸಮಯ ಇರುವುದರಿಂದ ಕುಡಿಯುವ ನೀರಿನ ಅಭಾವ ಉಂಟಾಗುವ ಸಾಧ್ಯತೆ ಇದ್ದು ನೀರು ಪೋಲಾಗದಂತೆ ಎಚ್ಚರವಹಿಸಬೇಕು ಎಂದು ಸೂಚಿಸಿದರು. ಜಲಾಶಯದ ವ್ಯಾಪ್ತಿಗೆ ಬರುವ ಗ್ರಾಮಗಳಿಗೆ ಕುಡಿಯುವ ನೀರು ಪೂರೈಕೆ ಮಾಡಬೇಕು. bbox=[553, 740, 803, 887]
story1-col2: ಜೊತೆಗೆ ಭವನ ಪೂರ್ಣಗೊಳ್ಳಲು ಅನುದಾನ ನೀಡುವಂತೆ ಕೋರಿಕೊಂಡಿದ್ದರು. ಅದು ಸಮಾಜ ಕಲ್ಯಾಣ ಸಚಿವರಾದ ಮಹದೇವಪ್ಪ ನೀಡಿದ್ದ ಭರವಸೆಯಂತೆ 50 ಲಕ್ಷ ರೂ.ಗಳನ್ನು ನೀಡಿದ್ದಾರೆ. ಈಗಿರುವ ಅನುದಾನ ಬಿಡುಗಡೆಯಾಗಿದ್ದು, ಕಾಮಗಾರಿಗೆ ಚಾಲನೆ ನೀಡಲಾಗಿದೆ. ಕ್ರಿಯಾಯೋಜನೆಯನ್ನು ತಯಾರು ಮಾಡಲಿದೆ. ನೀವು ಅಂತಸ್ತು ಕಟ್ಟಲು ಹಣದ ಕೊರತೆ ಬಂದರೆ ನಾವು ನೀಡುತ್ತೇವೆ, ಹಾಗೂ ಮೊದಲ ಅಂತಸ್ತು ಕಟ್ಟಡವನ್ನು ನಿರ್ಮಾಣ ಮಾಡಿ, ಗುಣಮಟ್ಟದ bbox=[247, 460, 464, 607]
masthead-separator bbox=[1396, 30, 1398, 76]
story6-photo bbox=[953, 1165, 1480, 1357]
masthead-date: ಮಾರ್ಚ್ 11, 2025 bbox=[169, 51, 270, 67]
feature-col1: ತನ್ನ ಕೆಲಸದಲ್ಲಿ ಮಗ್ನನಾಗಿದ್ದ ತಂದೆಗೆ "ಅಪ್ಪ, ನಿನಗೆ ಒಂದು ಪ್ರಶ್ನೆ ಕೇಳಲೇ?" ಎಂದು ಮಗ ಕೇಳಲು ಆಯ್ತು ಕೇಳು ಎಂದ ತಲೆ ಎತ್ತದೆ ಅಪ್ಪ ಹೇಳಿದ. "ಅಪ್ಪ, ನೀನು ಒಂದು ಗಂಟೆಗೆ ಎಷ್ಟು ಹಣ ಸಂಪಾದಿಸುವೆ?" ಎಂದು ಮಗ ಕೇಳಿದ. ಅಪ್ಪನಿಂದ ತಲೆಯೆತ್ತಿದ ಅಪ್ಪ "ನಿನಗೇಕೆ ಬೇಕು ಅದೆಲ್ಲಾ?" ಎಂದು ಮರು ಪ್ರಶ್ನೆ ಹಾಕಿದ. "ಹೇಳು ಅಪ್ಪ, ಸುಮ್ಮನೆ ಕೇಳಿದೆ" ಎಂದು ಮಗ ಹಠ ಹಿಡಿದ. ಬೇಸರದಿಂದಲೇ ಹೋದ ಅಪ್ಪ "ನಾನು ಒಂದು ಘಂಟೆಗೆ 500 ರೂಪಾಯಿ ಸಂಪಾದಿಸುತ್ತೇನೆ" ಎಂದು ಹೇಳಿದ. ಸ್ವಲ್ಪ ಹೊತ್ತು ಯೋಚಿಸಿದ ಮಗ, "ಅಪ್ಪ, ನನಗೆ 300 ರೂಪಾಯಿ ಸಾಲವಾಗಿ ಕೊಡುತ್ತೀಯಾ?" ಎಂದು ಕೇಳಿದ. ಅಪ್ಪನ ಕೋಪ ನೆತ್ತಿಗೇರಿತು. "ಏನು ಆಟಿಕೆ ಕೊಳ್ಳುವುದಕ್ಕೋ ಅಥವಾ ಬೇರೆ ಏನೋ ಸಿಲ್ಲಿ ವಸ್ತು ಕೊಳ್ಳುವುದಕ್ಕೋ ನಿನಗೆ ಹಣ ಬೇಕಾ? ಹೋಗಿ ಮಲಗು" ಎಂದು ಗದರಿದ. bbox=[23, 1695, 287, 1917]
story1-headline-line2: ಭವನ ಶೀಘ್ರ ಪೂರ್ಣಗೊಳಿಸಲು ಸೂಚನೆ bbox=[155, 158, 800, 218]
story6-col2: ಚುನಾವಣೆಯಲ್ಲಿ ಸೋಲು ಕಂಡ ಅಭ್ಯರ್ಥಿಗಳು ಹಾಗೂ ಕಾರ್ಯಕರ್ತರು ನಿರಾಶರಾಗಬಾರದು. ಪಕ್ಷದ ಸಂಘಟನೆಗೆ ಮತ್ತಷ್ಟು ಶ್ರಮಿಸಬೇಕು. ಈ ಸಂದರ್ಭದಲ್ಲಿ ತಾ.ಪಂ. ಮಾಜಿ ಅಧ್ಯಕ್ಷ, ಜಿಲ್ಲಾ ಜೆಡಿಎಸ್ ಉಪಾಧ್ಯಕ್ಷ, ಮುಖಂಡರಾದ ಮಂಜುನಾಥ್, ಕೃಷ್ಣೇಗೌಡ, ನಾಗರಾಜು, ರಮೇಶ್, ಶಿವಣ್ಣ ಸೇರಿದಂತೆ ಅನೇಕ ಕಾರ್ಯಕರ್ತರು ಉಪಸ್ಥಿತರಿದ್ದರು. bbox=[1221, 1368, 1480, 1458]
feature-col4: ಕಳೆಯುವುದೇ ಎಂಬ ಆಸೆಯನ್ನು ತಿಳಿಸಿದನು ನನ್ನ ಕೆಲಸದಲ್ಲಿ ನಿರತನಾಗಿರುವುದು ತಪ್ಪು ಎಂದು ಅಪ್ಪನಿಗೆ ಅರ್ಥವಾಯಿತು. ಮಗನನ್ನು ಅಪ್ಪಿಕೊಂಡ ಅಪ್ಪ ಕಣ್ಣೀರಿಟ್ಟ. ಸ್ನೇಹಿತರೇ, ನಮ್ಮ ಮಕ್ಕಳಿಗೆ ಬೇಕಾಗಿರುವುದು ಹಣ, ಆಟಿಕೆ ಅಥವಾ ಬೆಲೆ ಬಾಳುವ ವಸ್ತುಗಳಲ್ಲ. ಅವರಿಗೆ ಬೇಕಾಗಿರುವುದು ನಮ್ಮ ಸಮಯ, ಪ್ರೀತಿ ಮತ್ತು ಕಾಳಜಿ. ಮನುಷ್ಯ ಜೀವನದಲ್ಲಿ ಓಡಿ ಓಡಿ ಹಣ ಸಂಪಾದಿಸುವ ಭರದಲ್ಲಿ ಕುಟುಂಬ ಜೊತೆಗಿನ ಅಮೂಲ್ಯ ಕ್ಷಣಗಳನ್ನು ಕಳೆದುಕೊಳ್ಳುತ್ತಾನೆ. ಮಕ್ಕಳು ಬೆಳೆದು ದೊಡ್ಡವರಾದ ಮೇಲೆ ಆ ಕ್ಷಣಗಳು ಮತ್ತೆ ಬರುವುದಿಲ್ಲ. ಹೀಗಾಗಿ ನಮ್ಮ ಪ್ರೀತಿಪಾತ್ರರೊಂದಿಗೆ ಕಾಲ ಕಳೆಯೋಣ. bbox=[1208, 1695, 1472, 1861]
story7-photo bbox=[185, 1423, 363, 1539]
father-child-silhouette-illustration bbox=[606, 1696, 1196, 2294]
